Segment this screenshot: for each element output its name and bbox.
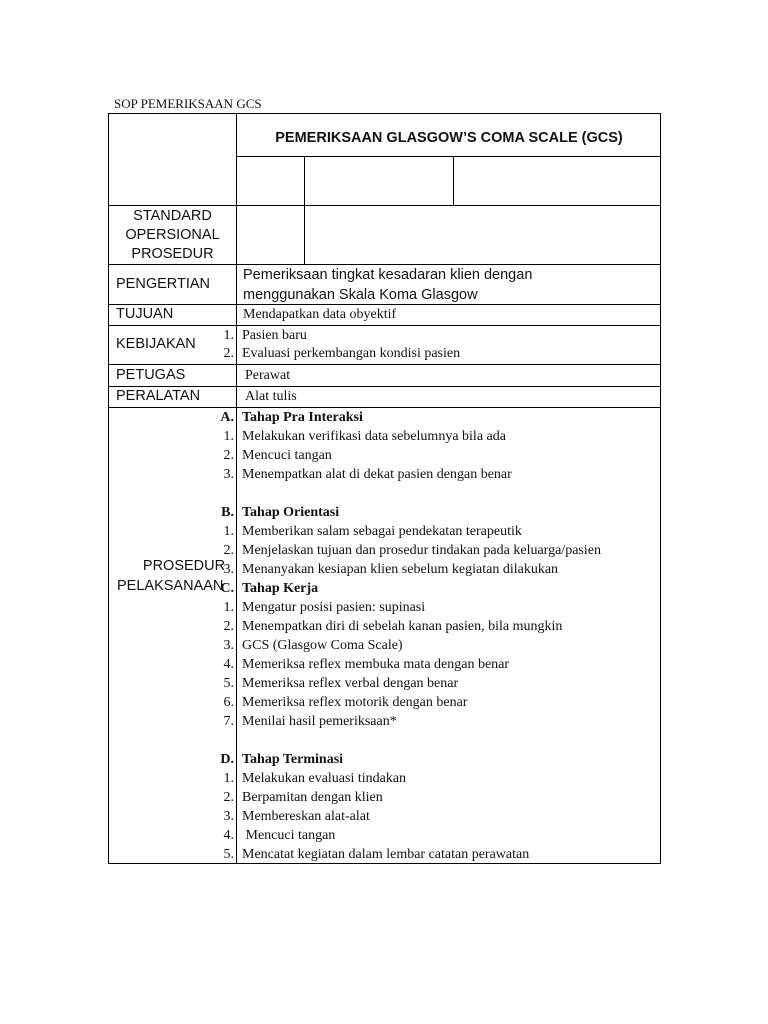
pengertian-line: Pemeriksaan tingkat kesadaran klien dengan <box>243 267 533 283</box>
row-divider <box>108 325 661 326</box>
tujuan-label: TUJUAN <box>116 306 174 322</box>
section-title: Tahap Pra Interaksi <box>242 410 363 425</box>
item-text: Berpamitan dengan klien <box>242 790 383 805</box>
row-divider <box>108 386 661 387</box>
tujuan-value: Mendapatkan data obyektif <box>243 307 397 322</box>
pengertian-label: PENGERTIAN <box>116 276 211 292</box>
procedure-heading: PEMERIKSAAN GLASGOW’S COMA SCALE (GCS) <box>275 130 623 146</box>
procedure-step <box>212 769 660 788</box>
section-heading <box>212 408 660 427</box>
item-text: Mengatur posisi pasien: supinasi <box>242 600 426 615</box>
section-letter: A. <box>220 410 234 425</box>
sop-label <box>109 207 236 264</box>
item-number: 2. <box>223 543 234 558</box>
kebijakan-item <box>212 345 460 363</box>
item-text: Memberikan salam sebagai pendekatan terapeutik <box>242 524 522 539</box>
kebijakan-list <box>212 327 460 363</box>
procedure-section-a <box>212 408 660 484</box>
procedure-step <box>212 465 660 484</box>
item-number: 1. <box>223 771 234 786</box>
peralatan-value: Alat tulis <box>245 389 297 404</box>
item-number: 3. <box>223 467 234 482</box>
header-subcol-divider-1 <box>304 156 305 265</box>
procedure-step <box>212 655 660 674</box>
item-number: 3. <box>223 809 234 824</box>
procedure-step <box>212 541 660 560</box>
item-number: 5. <box>223 676 234 691</box>
item-text: Mencatat kegiatan dalam lembar catatan perawatan <box>242 847 530 862</box>
item-number: 2. <box>223 790 234 805</box>
item-number: 1. <box>223 600 234 615</box>
item-text: Mencuci tangan <box>242 828 336 843</box>
document-title: SOP PEMERIKSAAN GCS <box>114 96 262 111</box>
procedure-step <box>212 617 660 636</box>
section-title: Tahap Orientasi <box>242 505 340 520</box>
item-text: Pasien baru <box>242 328 307 343</box>
item-text: Menempatkan diri di sebelah kanan pasien, bila mungkin <box>242 619 563 634</box>
prosedur-label-line: PELAKSANAAN <box>117 578 224 594</box>
item-number: 6. <box>223 695 234 710</box>
section-heading <box>212 750 660 769</box>
item-text: Menilai hasil pemeriksaan* <box>242 714 397 729</box>
procedure-step <box>212 674 660 693</box>
item-text: Membereskan alat-alat <box>242 809 370 824</box>
item-number: 2. <box>223 619 234 634</box>
section-letter: B. <box>221 505 234 520</box>
table-border-top <box>108 113 661 114</box>
prosedur-label-line: PROSEDUR <box>142 558 226 574</box>
item-text: Menempatkan alat di dekat pasien dengan benar <box>242 467 512 482</box>
petugas-label: PETUGAS <box>116 367 186 383</box>
item-text: Memeriksa reflex membuka mata dengan benar <box>242 657 510 672</box>
procedure-steps <box>212 408 660 864</box>
item-text: Menanyakan kesiapan klien sebelum kegiatan dilakukan <box>242 562 559 577</box>
procedure-step <box>212 807 660 826</box>
procedure-step <box>212 560 660 579</box>
procedure-step <box>212 636 660 655</box>
item-number: 4. <box>223 657 234 672</box>
item-number: 1. <box>223 328 234 343</box>
section-letter: C. <box>220 581 234 596</box>
spacer <box>212 484 660 503</box>
sop-label-line: STANDARD <box>133 208 212 224</box>
procedure-step <box>212 446 660 465</box>
item-text: Menjelaskan tujuan dan prosedur tindakan pada keluarga/pasien <box>242 543 601 558</box>
item-text: Melakukan verifikasi data sebelumnya bila ada <box>242 429 506 444</box>
item-text: Mencuci tangan <box>242 448 332 463</box>
section-heading <box>212 579 660 598</box>
procedure-section-d <box>212 750 660 864</box>
petugas-value: Perawat <box>245 368 291 383</box>
item-text: Memeriksa reflex motorik dengan benar <box>242 695 468 710</box>
kebijakan-item <box>212 327 460 345</box>
item-number: 2. <box>223 448 234 463</box>
pengertian-value <box>243 265 532 305</box>
item-number: 3. <box>223 562 234 577</box>
item-text: Memeriksa reflex verbal dengan benar <box>242 676 459 691</box>
item-number: 3. <box>223 638 234 653</box>
item-number: 1. <box>223 429 234 444</box>
procedure-step <box>212 427 660 446</box>
section-heading <box>212 503 660 522</box>
procedure-step <box>212 845 660 864</box>
procedure-step <box>212 712 660 731</box>
sop-label-line: OPERSIONAL <box>125 227 220 243</box>
peralatan-label: PERALATAN <box>116 388 201 404</box>
row-divider <box>108 205 661 206</box>
procedure-step <box>212 598 660 617</box>
table-border-right <box>660 113 661 864</box>
item-number: 7. <box>223 714 234 729</box>
header-subcol-divider-2 <box>453 156 454 206</box>
sop-label-line: PROSEDUR <box>131 246 214 262</box>
item-text: GCS (Glasgow Coma Scale) <box>242 638 403 653</box>
procedure-step <box>212 826 660 845</box>
procedure-step <box>212 788 660 807</box>
item-text: Evaluasi perkembangan kondisi pasien <box>242 346 461 361</box>
procedure-section-c <box>212 579 660 731</box>
pengertian-line: menggunakan Skala Koma Glasgow <box>243 287 478 303</box>
section-title: Tahap Kerja <box>242 581 319 596</box>
spacer <box>212 731 660 750</box>
heading-divider <box>236 156 661 157</box>
item-number: 1. <box>223 524 234 539</box>
section-letter: D. <box>220 752 234 767</box>
item-number: 5. <box>223 847 234 862</box>
kebijakan-label: KEBIJAKAN <box>116 336 196 352</box>
item-number: 4. <box>223 828 234 843</box>
procedure-step <box>212 693 660 712</box>
item-number: 2. <box>223 346 234 361</box>
procedure-section-b <box>212 503 660 579</box>
row-divider <box>108 364 661 365</box>
section-title: Tahap Terminasi <box>242 752 344 767</box>
item-text: Melakukan evaluasi tindakan <box>242 771 407 786</box>
procedure-step <box>212 522 660 541</box>
